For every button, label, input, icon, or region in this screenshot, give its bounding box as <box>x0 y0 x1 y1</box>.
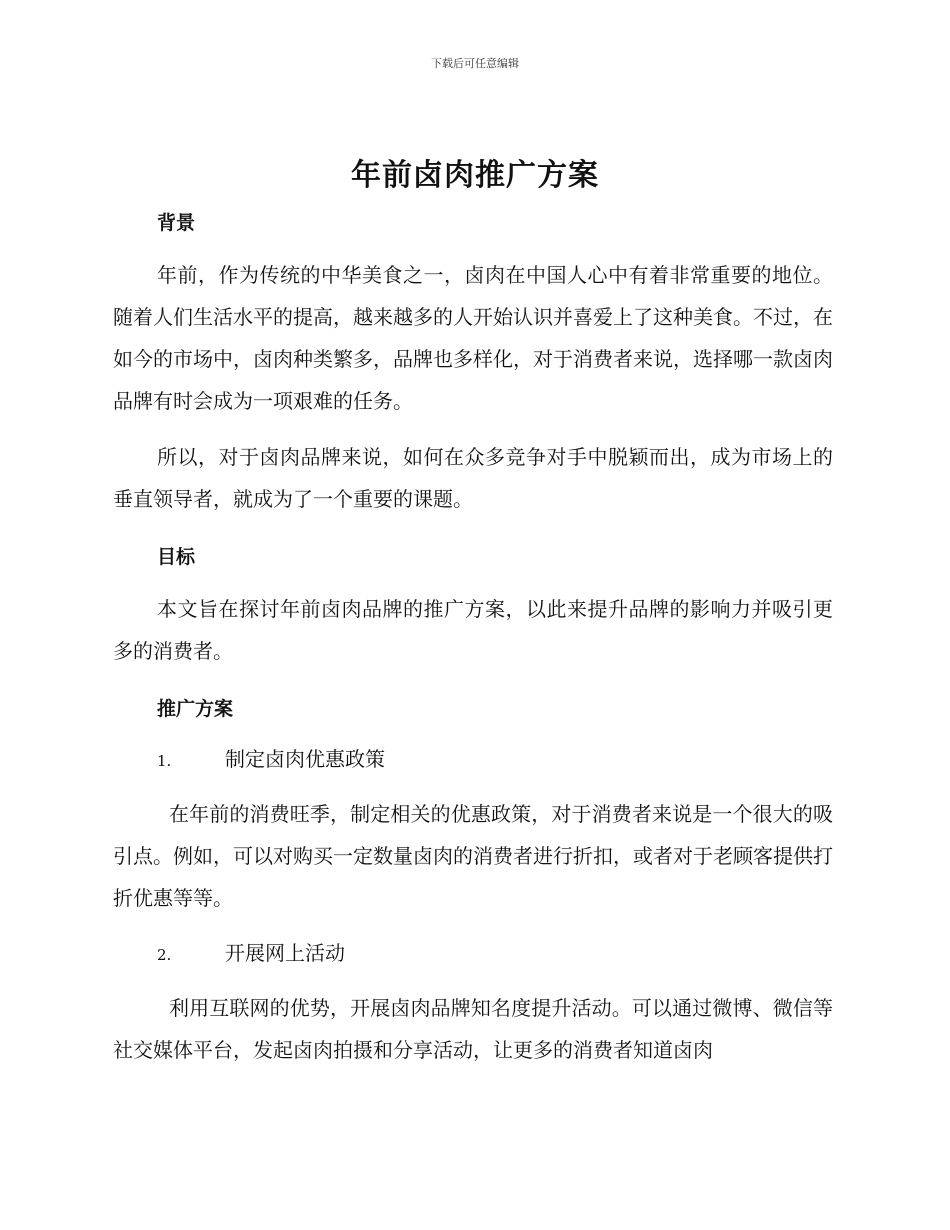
section-heading-plan: 推广方案 <box>157 698 234 720</box>
goal-paragraph: 本文旨在探讨年前卤肉品牌的推广方案，以此来提升品牌的影响力并吸引更多的消费者。 <box>113 597 833 663</box>
page-header-note: 下载后可任意编辑 <box>431 57 519 70</box>
plan-item-1-number: 1. <box>157 752 172 770</box>
background-paragraph-1: 年前，作为传统的中华美食之一，卤肉在中国人心中有着非常重要的地位。随着人们生活水平的提高，越来越多的人开始认识并喜爱上了这种美食。不过，在如今的市场中，卤肉种类繁多，品牌也多样化，对于消费者来说，选择哪一款卤肉品牌有时会成为一项艰难的任务。 <box>113 263 833 413</box>
plan-item-1-heading <box>157 738 833 782</box>
plan-item-2-text: 利用互联网的优势，开展卤肉品牌知名度提升活动。可以通过微博、微信等社交媒体平台，发起卤肉拍摄和分享活动，让更多的消费者知道卤肉 <box>113 996 833 1062</box>
plan-item-2-number: 2. <box>157 946 172 964</box>
document-title: 年前卤肉推广方案 <box>351 158 599 193</box>
section-heading-background: 背景 <box>157 212 196 234</box>
plan-item-1-title: 制定卤肉优惠政策 <box>225 747 385 771</box>
plan-item-2-heading <box>157 932 833 976</box>
background-paragraph-2: 所以，对于卤肉品牌来说，如何在众多竞争对手中脱颖而出，成为市场上的垂直领导者，就成为了一个重要的课题。 <box>113 445 833 511</box>
plan-item-2-title: 开展网上活动 <box>225 941 345 965</box>
plan-item-1-text: 在年前的消费旺季，制定相关的优惠政策，对于消费者来说是一个很大的吸引点。例如，可以对购买一定数量卤肉的消费者进行折扣，或者对于老顾客提供打折优惠等等。 <box>113 802 833 910</box>
section-heading-goal: 目标 <box>157 546 196 568</box>
